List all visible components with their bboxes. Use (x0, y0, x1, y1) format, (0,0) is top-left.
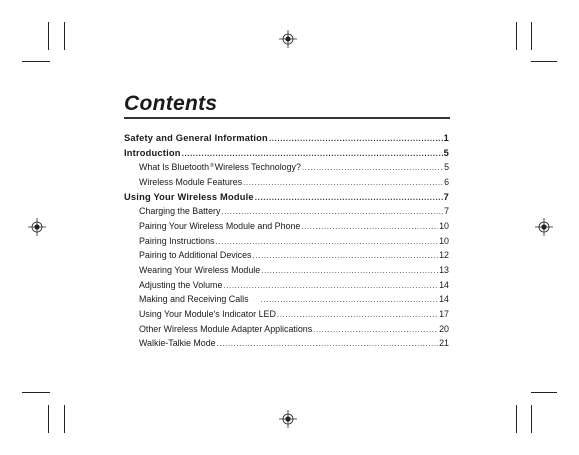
crop-mark-top-left-v2 (64, 22, 65, 50)
dot-leader (302, 163, 443, 172)
toc-entry-page: 12 (439, 250, 449, 261)
toc-entry-page: 7 (443, 191, 449, 202)
toc-entry-page: 10 (439, 235, 449, 246)
toc-entry-safety[interactable] (124, 133, 449, 148)
toc-entry-page: 10 (439, 220, 449, 231)
toc-entry-label: Wearing Your Wireless Module (139, 264, 261, 275)
toc-entry-pairing-additional[interactable] (124, 250, 449, 265)
crop-mark-top-right-v (516, 22, 517, 50)
toc-entry-features[interactable] (124, 177, 449, 192)
registration-mark-top (279, 30, 297, 48)
toc-entry-volume[interactable] (124, 280, 449, 295)
toc-entry-introduction[interactable] (124, 148, 449, 163)
crop-mark-bottom-left-v2 (64, 405, 65, 433)
toc-entry-page: 17 (439, 308, 449, 319)
toc-entry-label: Using Your Module's Indicator LED (139, 308, 276, 319)
toc-entry-label: Pairing Your Wireless Module and Phone (139, 220, 301, 231)
crop-mark-bottom-left-h (22, 392, 50, 393)
toc-entry-wearing[interactable] (124, 265, 449, 280)
toc-entry-label: Wireless Module Features (139, 176, 243, 187)
toc-entry-page: 5 (443, 147, 449, 158)
toc-entry-page: 5 (444, 162, 449, 173)
table-of-contents (124, 133, 449, 353)
toc-entry-page: 14 (439, 294, 449, 305)
dot-leader (221, 207, 443, 216)
toc-entry-what-is-bluetooth[interactable] (124, 162, 449, 177)
toc-entry-page: 1 (443, 133, 449, 143)
registration-mark-left (28, 218, 46, 236)
dot-leader (301, 222, 438, 231)
toc-entry-label: Pairing Instructions (139, 235, 215, 246)
toc-entry-label-part-a: What Is Bluetooth (139, 162, 210, 173)
toc-entry-page: 14 (439, 279, 449, 290)
toc-entry-label: Using Your Wireless Module (124, 191, 254, 202)
dot-leader (255, 193, 443, 202)
toc-entry-label: Introduction (124, 147, 181, 158)
dot-leader (261, 266, 438, 275)
crop-mark-top-right-h (531, 61, 557, 62)
toc-entry-pairing-instructions[interactable] (124, 236, 449, 251)
title-rule (124, 117, 450, 119)
dot-leader (313, 325, 438, 334)
toc-entry-label: Walkie-Talkie Mode (139, 338, 216, 349)
registration-mark-bottom (279, 410, 297, 428)
dot-leader (223, 281, 438, 290)
toc-entry-walkie-talkie[interactable] (124, 338, 449, 353)
crop-mark-bottom-right-h (531, 392, 557, 393)
toc-entry-label: Pairing to Additional Devices (139, 250, 252, 261)
toc-entry-other-applications[interactable] (124, 324, 449, 339)
crop-mark-bottom-left-v (48, 405, 49, 433)
dot-leader (269, 134, 443, 143)
crop-mark-bottom-right-v (516, 405, 517, 433)
dot-leader (261, 295, 439, 304)
toc-entry-using-module[interactable] (124, 192, 449, 207)
toc-entry-page: 6 (444, 176, 449, 187)
toc-entry-calls[interactable] (124, 294, 449, 309)
crop-mark-top-right-v2 (531, 22, 532, 50)
dot-leader (215, 237, 438, 246)
toc-entry-label: Safety and General Information (124, 133, 268, 143)
toc-entry-label: Other Wireless Module Adapter Applications (139, 323, 313, 334)
dot-leader (182, 149, 443, 158)
dot-leader (252, 251, 438, 260)
dot-leader (277, 310, 438, 319)
toc-entry-led[interactable] (124, 309, 449, 324)
toc-entry-label: Charging the Battery (139, 206, 221, 217)
toc-entry-label: Adjusting the Volume (139, 279, 223, 290)
toc-entry-label (139, 162, 301, 172)
toc-entry-label: Making and Receiving Calls (139, 294, 249, 305)
registered-mark: ® (210, 163, 214, 170)
crop-mark-top-left-h (22, 61, 50, 62)
toc-entry-charging[interactable] (124, 206, 449, 221)
page-title: Contents (124, 92, 218, 115)
toc-entry-page: 20 (439, 323, 449, 334)
toc-entry-page: 7 (444, 206, 449, 217)
registration-mark-right (535, 218, 553, 236)
toc-entry-page: 21 (439, 338, 449, 349)
crop-mark-bottom-right-v2 (531, 405, 532, 433)
dot-leader (217, 339, 439, 348)
crop-mark-top-left-v (48, 22, 49, 50)
toc-entry-label-part-b: Wireless Technology? (214, 162, 301, 173)
toc-entry-pairing-phone[interactable] (124, 221, 449, 236)
toc-entry-page: 13 (439, 264, 449, 275)
dot-leader (243, 178, 443, 187)
